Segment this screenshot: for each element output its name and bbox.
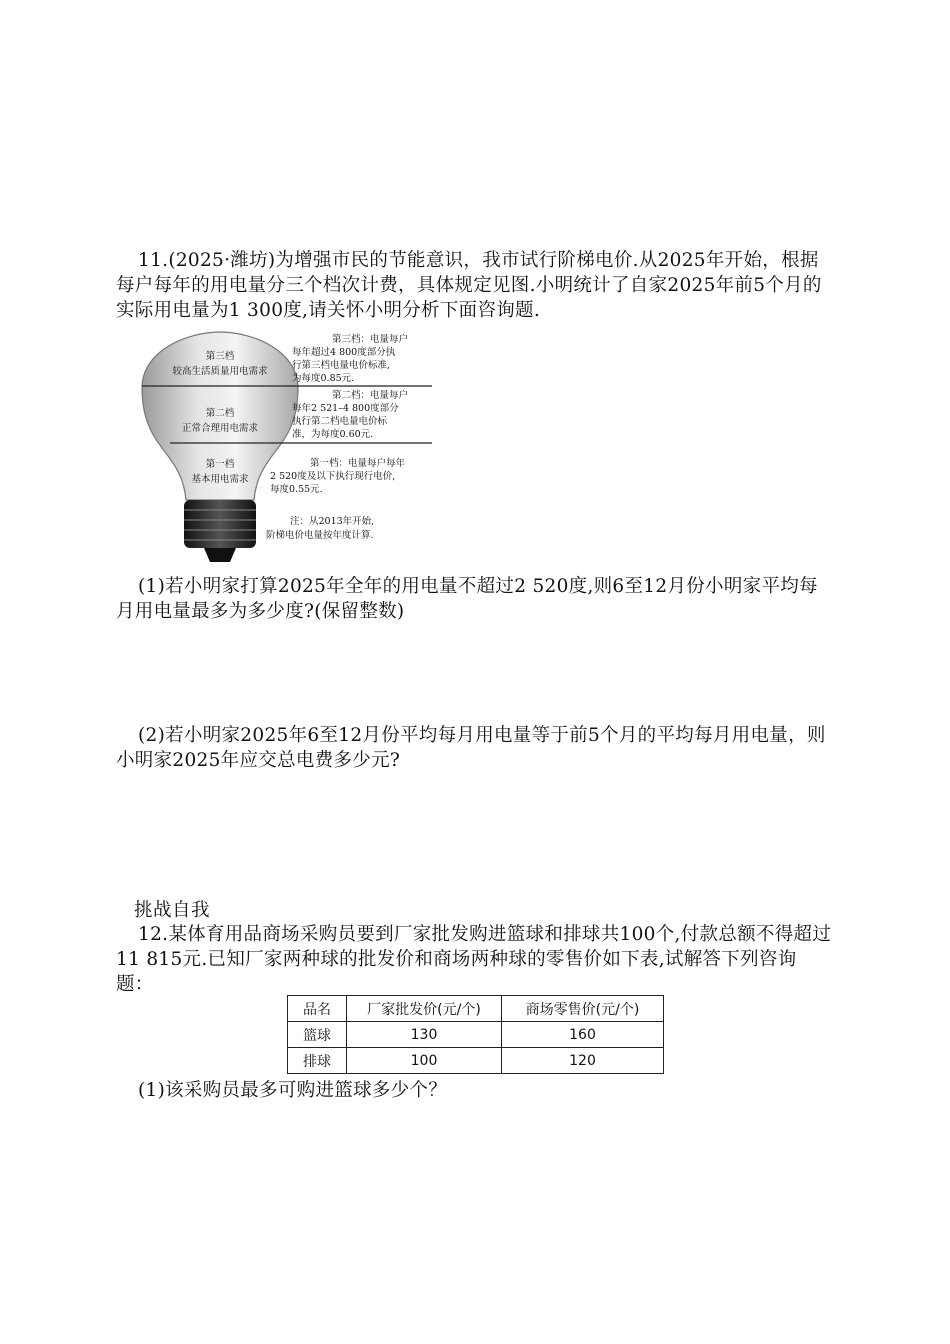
tier-2-note-line: 第二档：电量每户: [332, 390, 409, 401]
problem-11-intro: 11.(2025·潍坊)为增强市民的节能意识，我市试行阶梯电价.从2025年开始，根据每户每年的用电量分三个档次计费，具体规定见图.小明统计了自家2025年前5个月的实际用电量为1 300度,请关怀小明分析下面咨询题.: [116, 250, 822, 321]
tier-3-desc: 较高生活质量用电需求: [172, 366, 268, 377]
footnote-line: 阶梯电价电量按年度计算.: [266, 530, 374, 541]
table-cell: 130: [347, 1022, 502, 1048]
tier-3-note-line: 每年超过4 800度部分执: [292, 347, 396, 358]
problem-12-question-1: (1)该采购员最多可购进篮球多少个？: [138, 1080, 448, 1101]
table-cell: 篮球: [288, 1022, 347, 1048]
section-title: 挑战自我: [134, 900, 211, 921]
table-row: [288, 1022, 664, 1048]
tier-3-title: 第三档: [205, 351, 235, 362]
tier-2-note-line: 准，为每度0.60元.: [292, 429, 374, 440]
tier-2-note-line: 执行第二档电量电价标: [292, 416, 388, 427]
tier-3-note-line: 行第三档电量电价标准,: [292, 360, 391, 371]
tier-3-note-line: 为每度0.85元.: [292, 373, 355, 384]
tier-2-note-line: 每年2 521–4 800度部分: [292, 403, 399, 414]
tier-1-title: 第一档: [205, 459, 235, 470]
table-row: [288, 1048, 664, 1074]
problem-11-question-1: (1)若小明家打算2025年全年的用电量不超过2 520度,则6至12月份小明家平均每月用电量最多为多少度?(保留整数): [116, 576, 818, 622]
table-cell: 100: [347, 1048, 502, 1074]
bulb-base: [184, 500, 256, 548]
table-header-cell: 厂家批发价(元/个): [347, 996, 502, 1022]
problem-12-intro: 12.某体育用品商场采购员要到厂家批发购进篮球和排球共100个,付款总额不得超过11 815元.已知厂家两种球的批发价和商场两种球的零售价如下表,试解答下列咨询题：: [116, 924, 832, 995]
tier-1-note-line: 第一档：电量每户每年: [310, 458, 406, 469]
table-cell: 120: [502, 1048, 664, 1074]
table-header-cell: 品名: [288, 996, 347, 1022]
problem-11-question-2: (2)若小明家2025年6至12月份平均每月用电量等于前5个月的平均每月用电量，则小明家2025年应交总电费多少元?: [116, 725, 826, 771]
tier-3-note-line: 第三档：电量每户: [332, 334, 409, 345]
table-header-cell: 商场零售价(元/个): [502, 996, 664, 1022]
tier-2-desc: 正常合理用电需求: [181, 423, 259, 434]
tier-1-note-line: 2 520度及以下执行现行电价,: [270, 471, 396, 482]
tiered-pricing-lightbulb-figure: [140, 328, 432, 566]
tier-1-desc: 基本用电需求: [191, 474, 249, 485]
footnote-line: 注：从2013年开始,: [290, 516, 375, 527]
table-cell: 160: [502, 1022, 664, 1048]
tier-2-title: 第二档: [205, 408, 235, 419]
tier-1-note-line: 每度0.55元.: [270, 484, 323, 495]
table-header-row: [288, 996, 664, 1022]
price-table: [287, 995, 664, 1074]
table-cell: 排球: [288, 1048, 347, 1074]
